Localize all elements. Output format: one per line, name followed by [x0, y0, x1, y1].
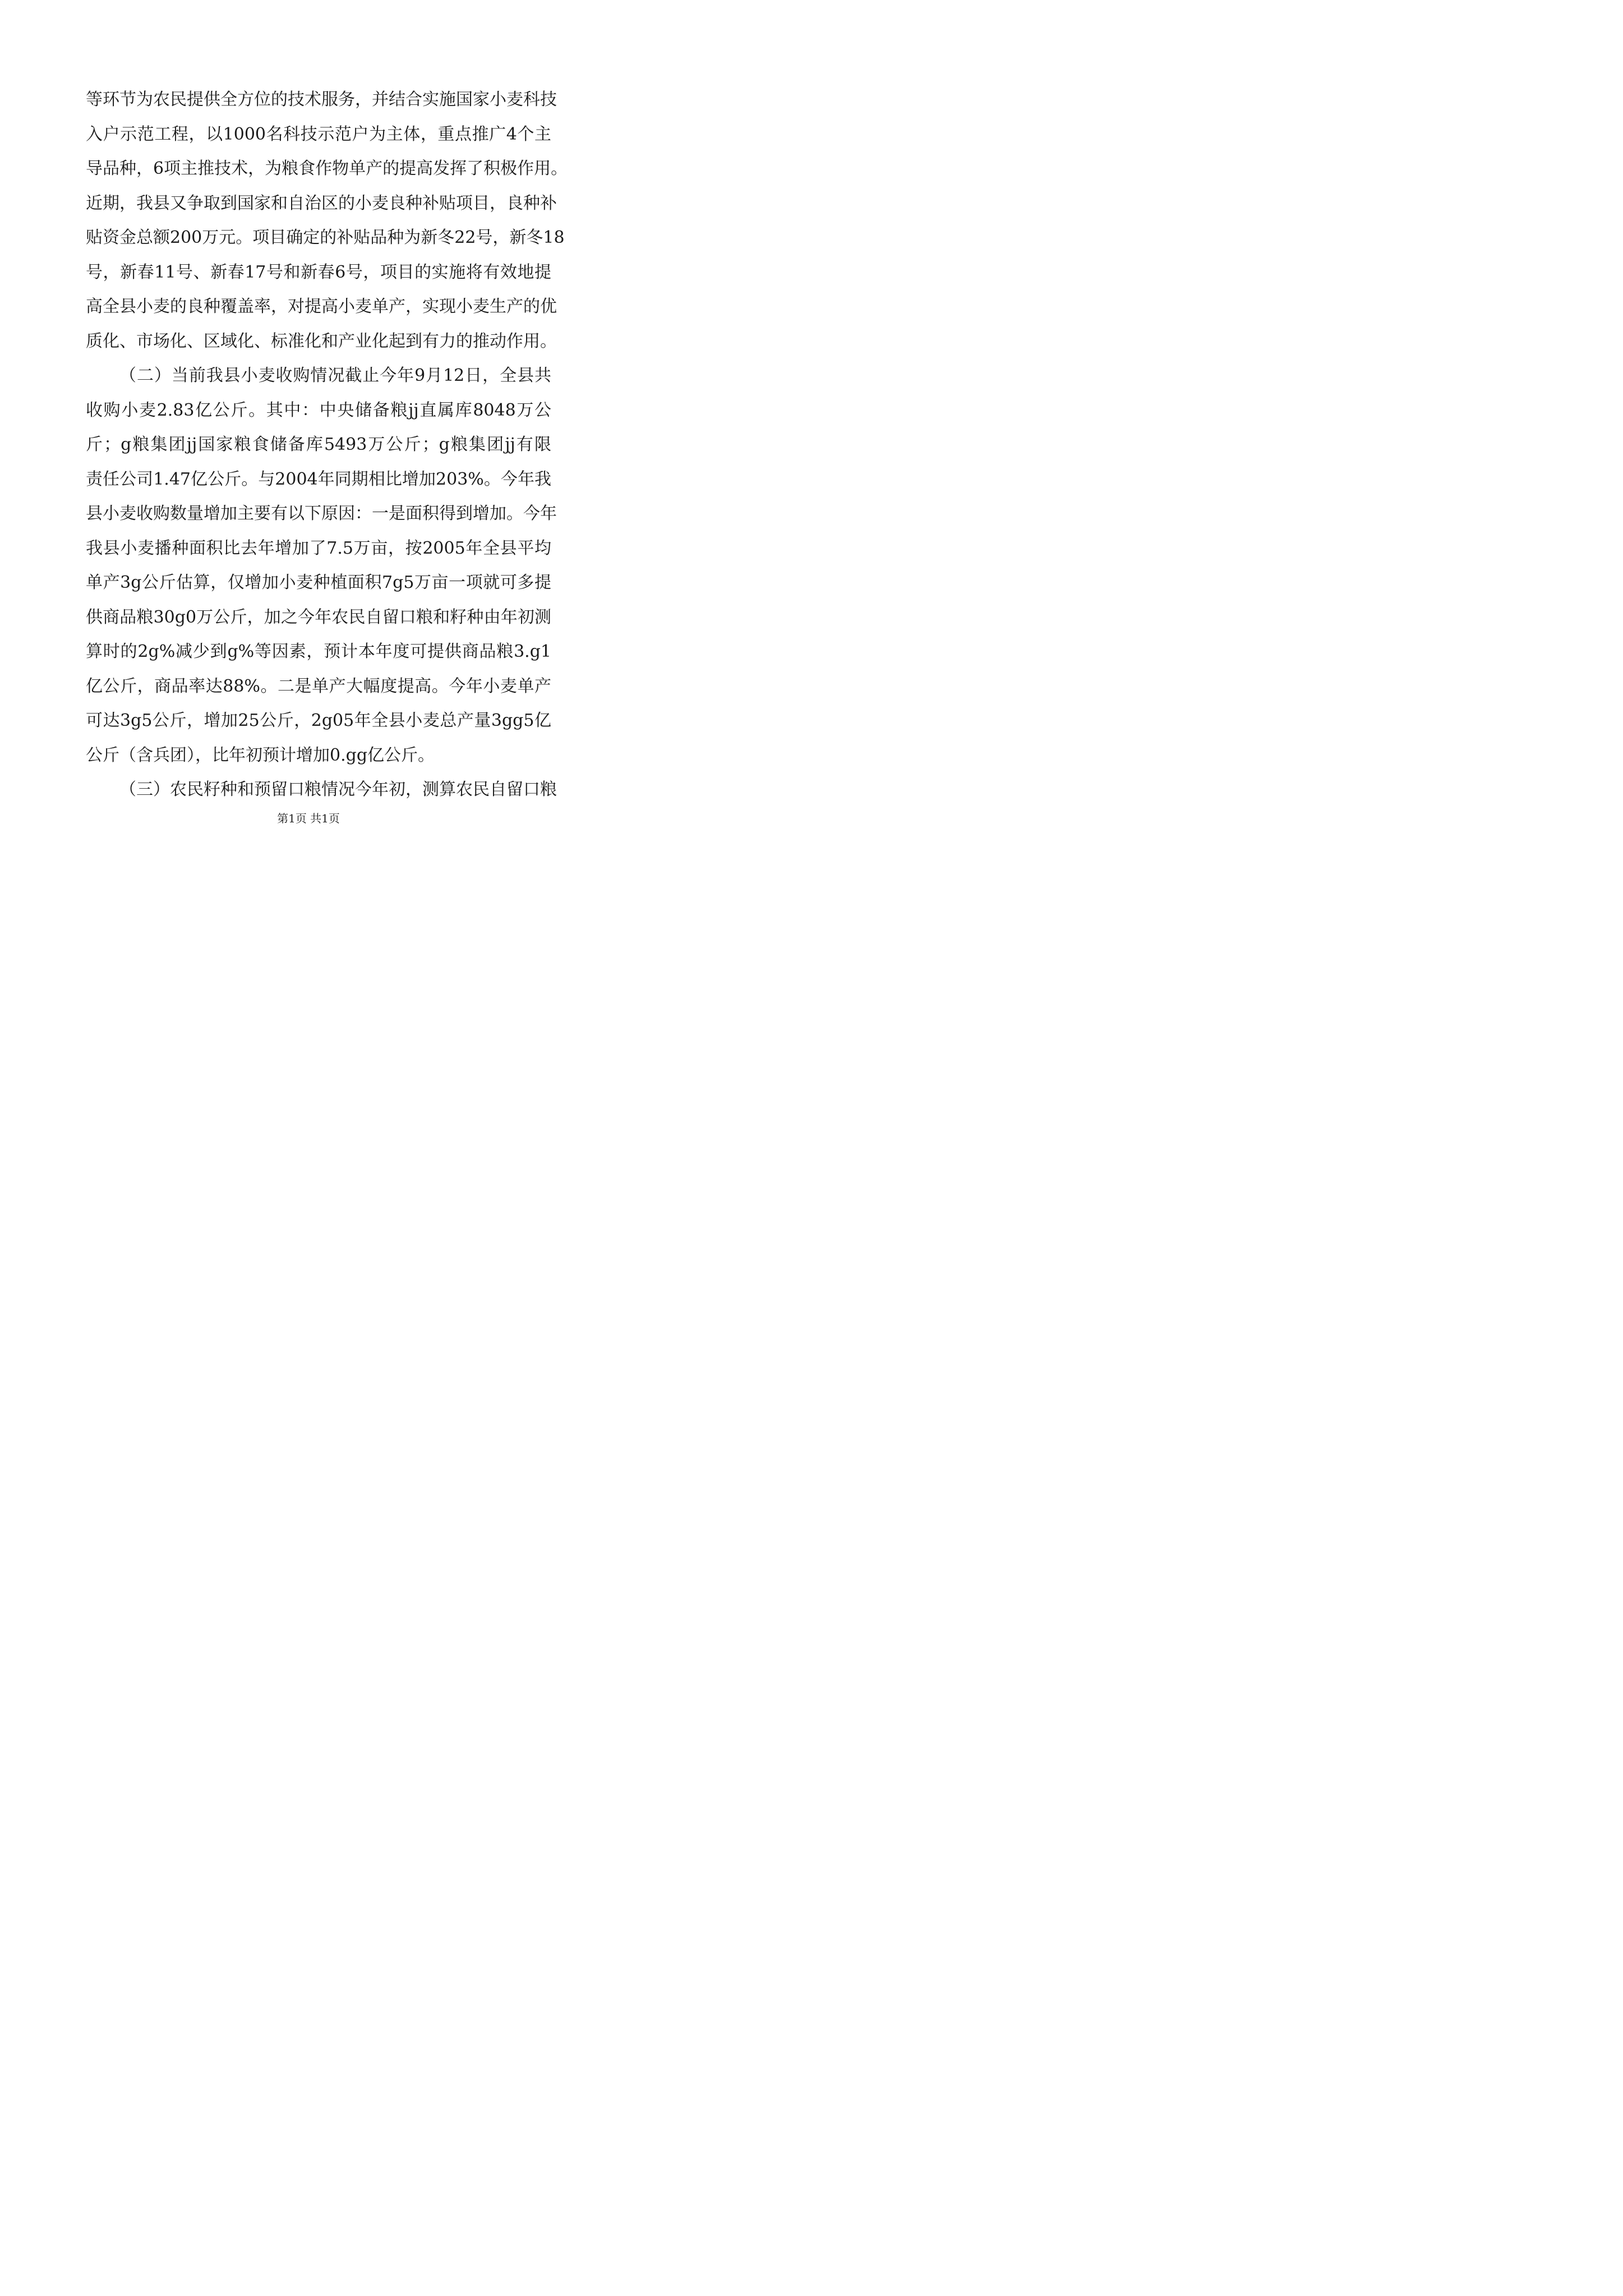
document-page [0, 0, 617, 873]
text-line: 斤；g粮集团jj国家粮食储备库5493万公斤；g粮集团jj有限 [86, 435, 551, 454]
section-heading-line: （三）农民籽种和预留口粮情况今年初，测算农民自留口粮 [119, 780, 557, 799]
text-line: 质化、市场化、区域化、标准化和产业化起到有力的推动作用。 [86, 331, 557, 351]
text-line: 责任公司1.47亿公斤。与2004年同期相比增加203%。今年我 [86, 469, 551, 489]
text-line: 我县小麦播种面积比去年增加了7.5万亩，按2005年全县平均 [86, 538, 551, 558]
text-line: 公斤（含兵团），比年初预计增加0.gg亿公斤。 [86, 745, 435, 765]
section-heading-line: （二）当前我县小麦收购情况截止今年9月12日，全县共 [119, 366, 551, 385]
text-line: 高全县小麦的良种覆盖率，对提高小麦单产，实现小麦生产的优 [86, 297, 557, 316]
text-line: 收购小麦2.83亿公斤。其中：中央储备粮jj直属库8048万公 [86, 400, 551, 420]
text-line: 亿公斤，商品率达88%。二是单产大幅度提高。今年小麦单产 [86, 676, 551, 696]
text-line: 县小麦收购数量增加主要有以下原因：一是面积得到增加。今年 [86, 504, 557, 523]
text-line: 算时的2g%减少到g%等因素，预计本年度可提供商品粮3.g1 [86, 642, 551, 661]
text-line: 入户示范工程，以1000名科技示范户为主体，重点推广4个主 [86, 124, 551, 144]
text-line: 号，新春11号、新春17号和新春6号，项目的实施将有效地提 [86, 262, 551, 282]
text-line: 单产3g公斤估算，仅增加小麦种植面积7g5万亩一项就可多提 [86, 573, 551, 592]
text-line: 可达3g5公斤，增加25公斤，2g05年全县小麦总产量3gg5亿 [86, 711, 551, 730]
text-line: 等环节为农民提供全方位的技术服务，并结合实施国家小麦科技 [86, 90, 557, 109]
text-line: 近期，我县又争取到国家和自治区的小麦良种补贴项目，良种补 [86, 193, 557, 213]
text-line: 贴资金总额200万元。项目确定的补贴品种为新冬22号，新冬18 [86, 228, 565, 247]
text-line: 供商品粮30g0万公斤，加之今年农民自留口粮和籽种由年初测 [86, 607, 551, 627]
page-number-footer: 第1页 共1页 [277, 812, 340, 825]
text-line: 导品种，6项主推技术，为粮食作物单产的提高发挥了积极作用。 [86, 159, 568, 178]
